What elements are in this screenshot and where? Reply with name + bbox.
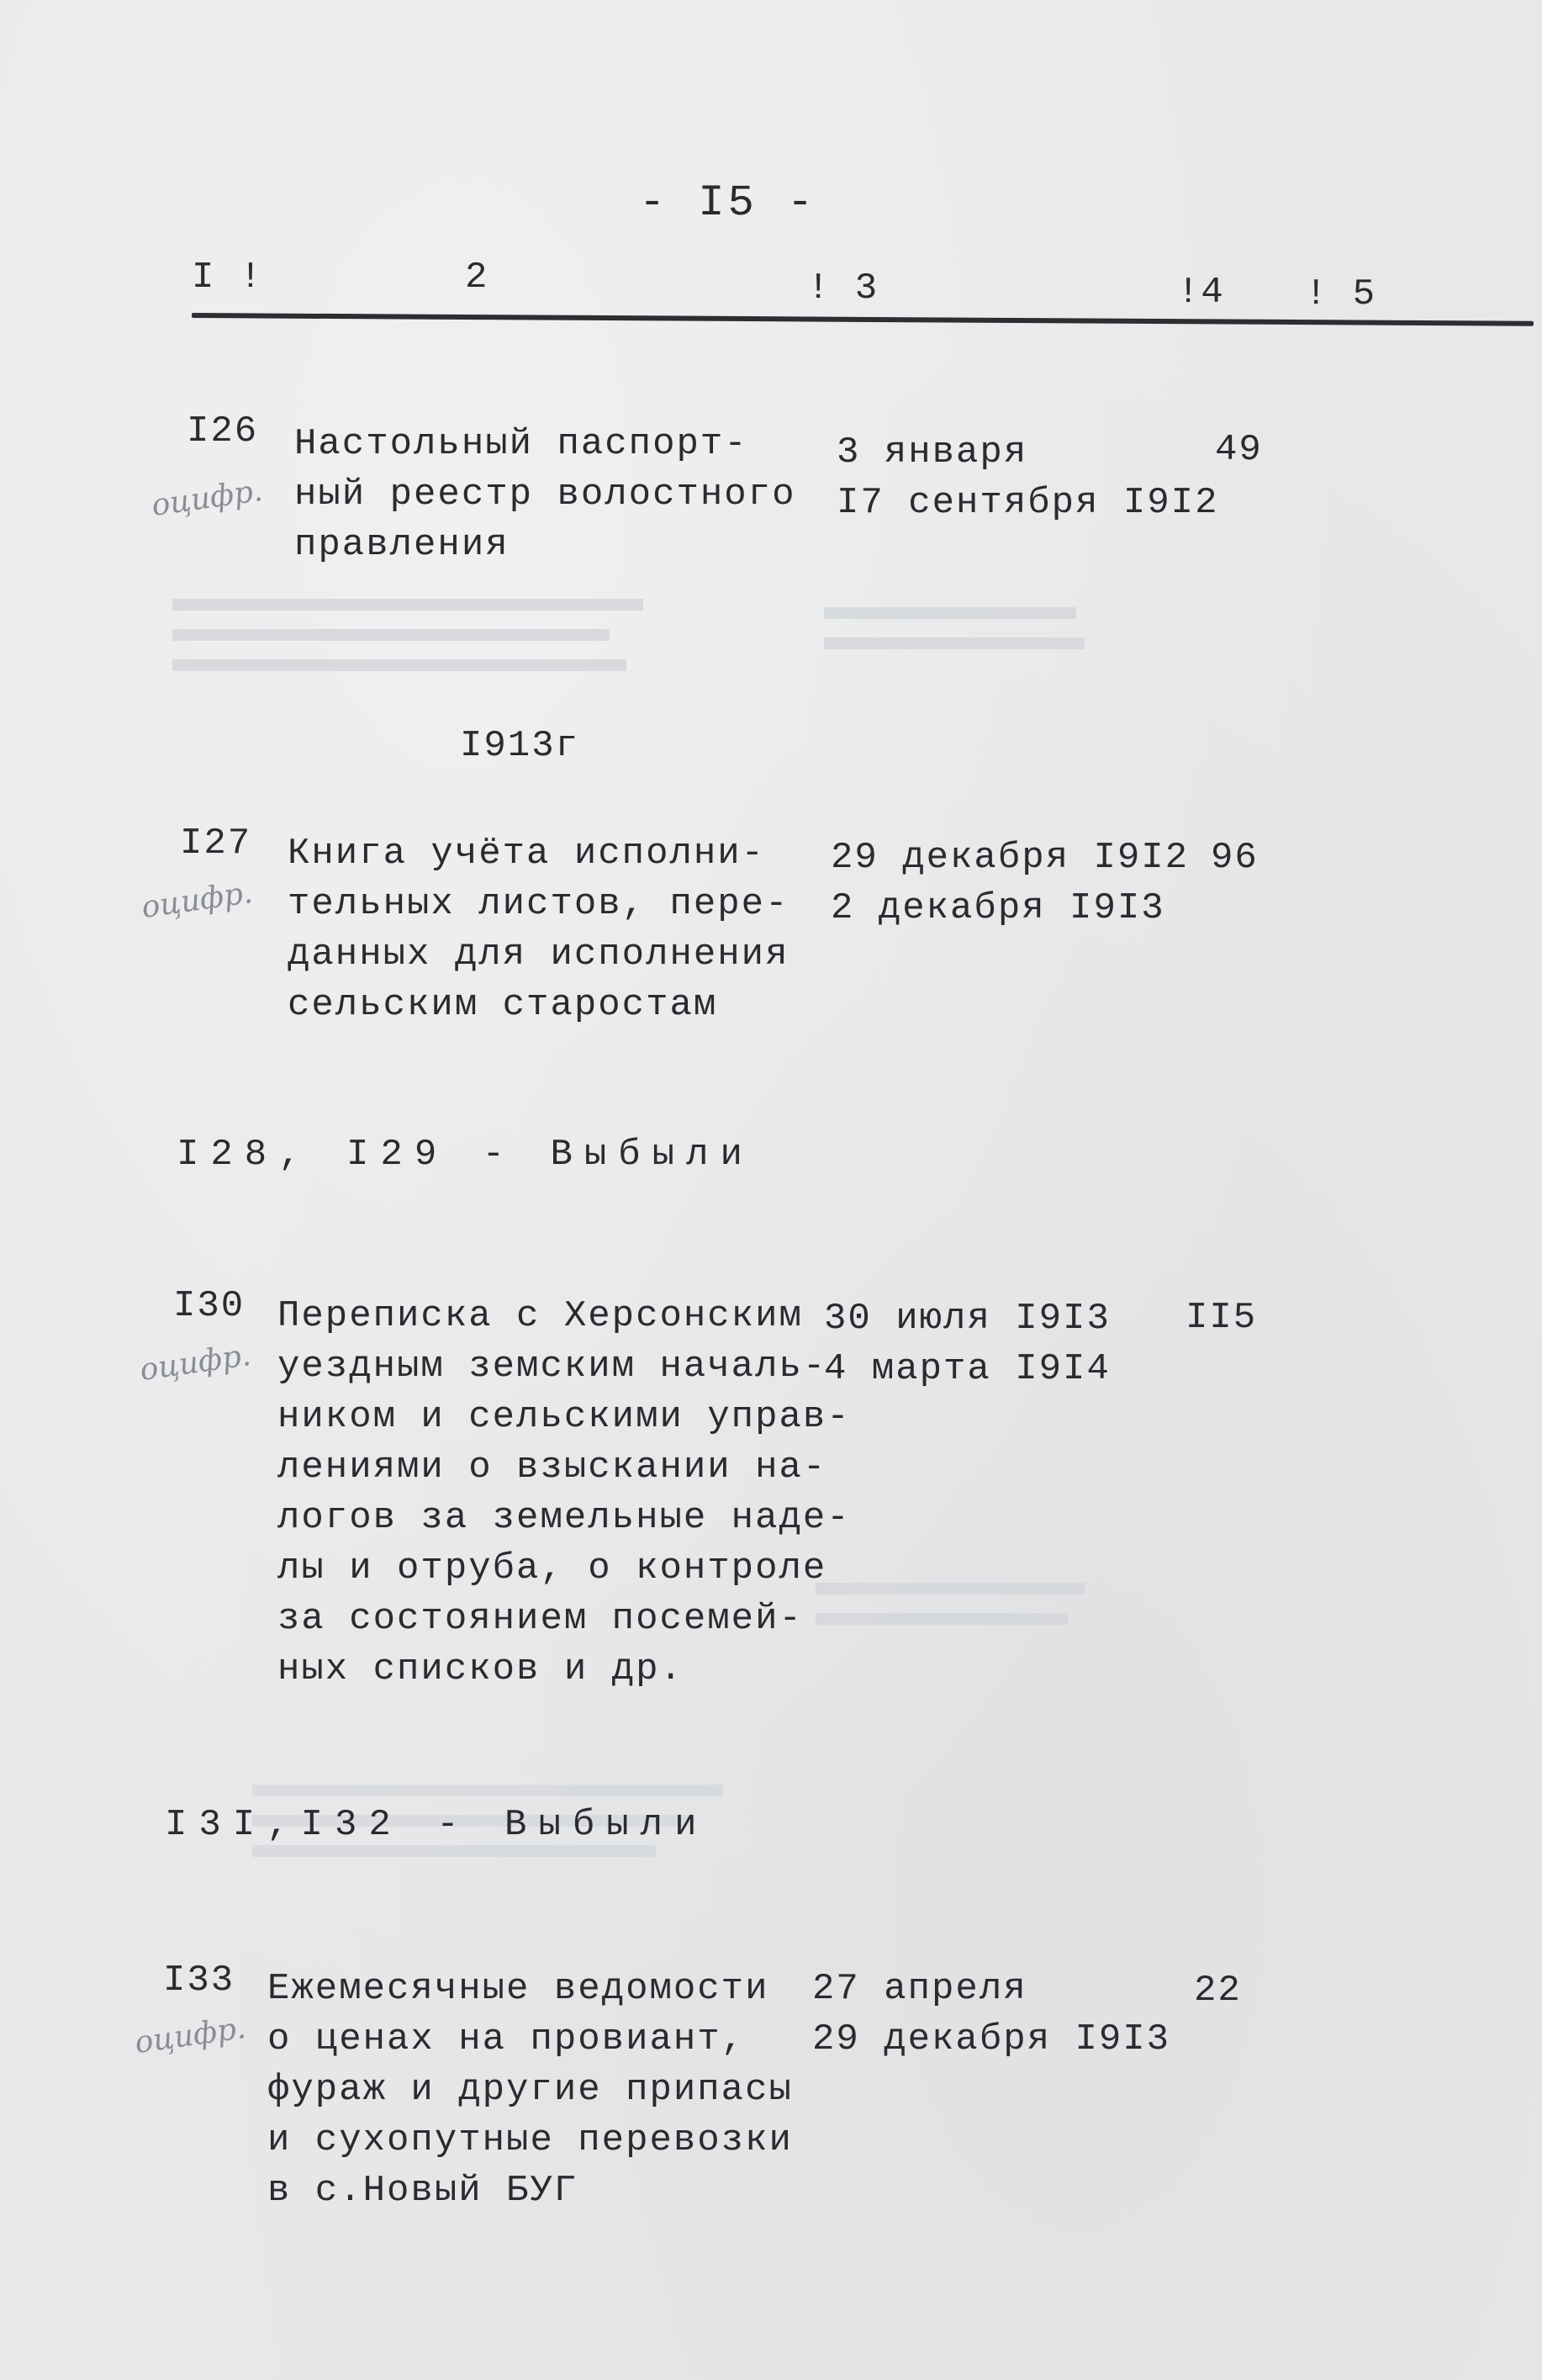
entry-title: Ежемесячные ведомости о ценах на провиант, фураж и другие припасы и сухопутные перевозки в с.Новый БУГ [267,1968,793,2212]
handwritten-note: оцифр. [137,1337,253,1388]
entry-dates: 27 апреля 29 декабря I9I3 [812,1968,1171,2060]
entry-sheets: 96 [1211,837,1259,879]
entry-title: Книга учёта исполни- тельных листов, пере- данных для исполнения сельским старостам [288,833,789,1026]
entry-number: I33 [163,1960,235,2002]
dropped-entries-note: I3I,I32 - Выбыли [165,1804,709,1846]
entry-dates: 3 января I7 сентября I9I2 [837,431,1219,524]
handwritten-note: оцифр. [132,2010,248,2061]
column-header-4: !4 [1177,272,1225,314]
dropped-entries-note: I28, I29 - Выбыли [177,1134,754,1176]
entry-sheets: 49 [1215,429,1263,471]
entry-number: I27 [180,822,252,865]
entry-title: Настольный паспорт- ный реестр волостного правления [294,423,796,566]
entry-title: Переписка с Херсонским уездным земским началь- ником и сельскими управ- лениями о взыскании на- логов за земельные наде- лы и отруба, о контроле за состоянием посемей- ных списков и др. [277,1295,851,1690]
handwritten-note: оцифр. [149,473,265,524]
column-header-1: I ! [192,257,264,299]
column-header-2: 2 [465,257,489,299]
entry-dates: 29 декабря I9I2 2 декабря I9I3 [831,837,1190,929]
entry-sheets: II5 [1186,1297,1258,1339]
entry-number: I26 [187,410,259,452]
year-heading: I913г [460,725,580,767]
bleed-through-text [816,1564,1253,1665]
entry-sheets: 22 [1194,1970,1242,2012]
column-header-5: ! 5 [1305,273,1377,315]
entry-number: I30 [173,1285,246,1327]
handwritten-note: оцифр. [139,875,255,926]
entry-dates: 30 июля I9I3 4 марта I9I4 [824,1298,1111,1390]
bleed-through-text [824,589,1261,690]
page-number: - I5 - [639,178,817,228]
column-header-3: ! 3 [807,267,879,309]
